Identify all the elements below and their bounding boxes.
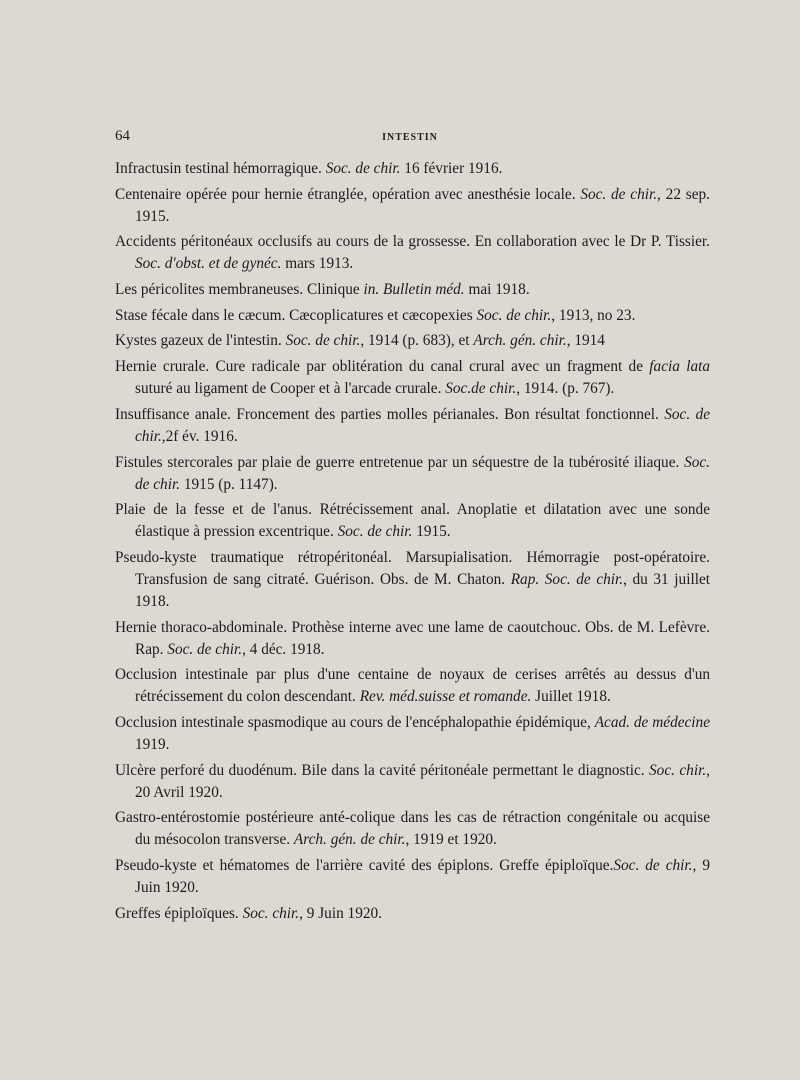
entry-text: Insuffisance anale. Froncement des parties molles périanales. Bon résultat fonctionnel. (115, 405, 665, 423)
page-number: 64 (115, 128, 130, 144)
entry-text: Occlusion intestinale spasmodique au cours de l'encéphalopathie épidémique, (115, 713, 595, 731)
entry-text: 1915. (412, 523, 451, 541)
entry-text: Pseudo-kyste traumatique rétropéritonéal. Marsupialisation. Hémorragie post-opératoire. Transfusion de sang citraté. Guérison. Obs. de M. Chaton. (115, 548, 710, 588)
entry-text: suturé au ligament de Cooper et à l'arcade crurale. (135, 380, 446, 398)
bibliography-entry (115, 903, 710, 925)
entry-citation: Soc. chir. (242, 904, 300, 922)
entry-citation: Soc.de chir. (445, 380, 517, 398)
bibliography-entry (115, 158, 710, 180)
entry-text: , 1914. (p. 767). (516, 380, 615, 398)
bibliography-entry (115, 499, 710, 543)
entry-text: , 1914 (p. 683), et (360, 332, 474, 350)
entry-text: , 9 Juin 1920. (135, 857, 711, 896)
bibliography-entry (115, 404, 710, 448)
entry-text: Hernie thoraco-abdominale. Prothèse interne avec une lame de caoutchouc. Obs. de M. Lefèvre. Rap. (115, 618, 710, 658)
entry-citation: Soc. chir. (649, 761, 707, 779)
bibliography-entry (115, 279, 710, 301)
entry-text: 1915 (p. 1147). (180, 475, 278, 493)
entry-text: , 20 Avril 1920. (135, 761, 710, 801)
bibliography-entry (115, 356, 710, 400)
bibliography-list (115, 158, 710, 928)
entry-text: Occlusion intestinale par plus d'une centaine de noyaux de cerises arrêtés au dessus d'un rétrécissement du colon descendant. (115, 666, 710, 706)
bibliography-entry (115, 807, 710, 851)
bibliography-entry (115, 617, 710, 661)
entry-citation: Soc. de chir. (580, 185, 658, 203)
entry-citation: Soc. de chir. (337, 523, 413, 541)
bibliography-entry (115, 712, 710, 756)
entry-text: , 9 Juin 1920. (299, 904, 382, 922)
entry-citation: Soc. de chir. (285, 332, 361, 350)
entry-text: , 1913, no 23. (551, 306, 636, 324)
entry-text: , 22 sep. 1915. (135, 185, 710, 225)
entry-text: Accidents péritonéaux occlusifs au cours de la grossesse. En collaboration avec le Dr P. Tissier. (115, 233, 710, 251)
entry-text: Stase fécale dans le cæcum. Cæcoplicatures et cæcopexies (115, 306, 477, 324)
entry-text: Pseudo-kyste et hématomes de l'arrière cavité des épiplons. Greffe épiploïque. (115, 857, 614, 874)
entry-citation: Soc. d'obst. et de gynéc. (135, 255, 282, 273)
bibliography-entry (115, 184, 710, 228)
entry-citation: Soc. de chir. (613, 857, 693, 874)
entry-text: Gastro-entérostomie postérieure anté-colique dans les cas de rétraction congénitale ou acquise du mésocolon transverse. (115, 809, 710, 849)
entry-citation: Rev. méd.suisse et romande. (359, 688, 532, 706)
entry-text: , du 31 juillet 1918. (135, 570, 710, 610)
running-head (115, 128, 705, 148)
entry-citation: Soc. de chir. (476, 306, 552, 324)
bibliography-entry (115, 452, 710, 496)
entry-text: Centenaire opérée pour hernie étranglée, opération avec anesthésie locale. (115, 185, 581, 203)
entry-citation: Soc. de chir. (325, 160, 401, 177)
bibliography-entry (115, 305, 710, 327)
entry-text: , 4 déc. 1918. (242, 640, 325, 658)
entry-citation: Soc. de chir. (135, 453, 710, 493)
entry-text: Plaie de la fesse et de l'anus. Rétrécissement anal. Anoplatie et dilatation avec une sonde élastique à pression excentrique. (115, 501, 710, 541)
entry-text: Hernie crurale. Cure radicale par oblitération du canal crural avec un fragment de (115, 358, 650, 376)
bibliography-entry (115, 231, 710, 275)
entry-text: Les péricolites membraneuses. Clinique (115, 281, 364, 299)
entry-text: 1919. (135, 735, 170, 753)
entry-citation: Acad. de médecine (594, 713, 710, 731)
entry-citation: facia lata (649, 358, 710, 376)
entry-text: , 1919 et 1920. (405, 831, 497, 849)
entry-text: mai 1918. (464, 281, 530, 299)
entry-text: mars 1913. (281, 255, 354, 273)
entry-text: Kystes gazeux de l'intestin. (115, 332, 286, 350)
bibliography-entry (115, 855, 710, 899)
entry-text: Ulcère perforé du duodénum. Bile dans la cavité péritonéale permettant le diagnostic. (115, 761, 650, 779)
entry-citation: Rap. Soc. de chir. (510, 570, 624, 588)
entry-citation: Arch. gén. chir. (473, 332, 567, 350)
entry-text: Infractusin testinal hémorragique. (115, 160, 326, 177)
bibliography-entry (115, 664, 710, 708)
entry-text: Juillet 1918. (531, 688, 611, 706)
entry-text: Fistules stercorales par plaie de guerre entretenue par un séquestre de la tubérosité iliaque. (115, 453, 685, 471)
entry-citation: in. Bulletin méd. (363, 281, 465, 299)
entry-citation: Soc. de chir. (167, 640, 243, 658)
entry-text: Greffes épiploïques. (115, 904, 243, 922)
bibliography-entry (115, 760, 710, 804)
entry-citation: Arch. gén. de chir. (293, 831, 406, 849)
bibliography-entry (115, 330, 710, 352)
entry-text: , 1914 (566, 332, 605, 350)
bibliography-entry (115, 547, 710, 613)
entry-citation: Soc. de chir. (135, 405, 710, 445)
section-title: INTESTIN (382, 132, 438, 143)
entry-text: ,2f év. 1916. (161, 427, 238, 445)
entry-text: 16 février 1916. (400, 160, 503, 177)
